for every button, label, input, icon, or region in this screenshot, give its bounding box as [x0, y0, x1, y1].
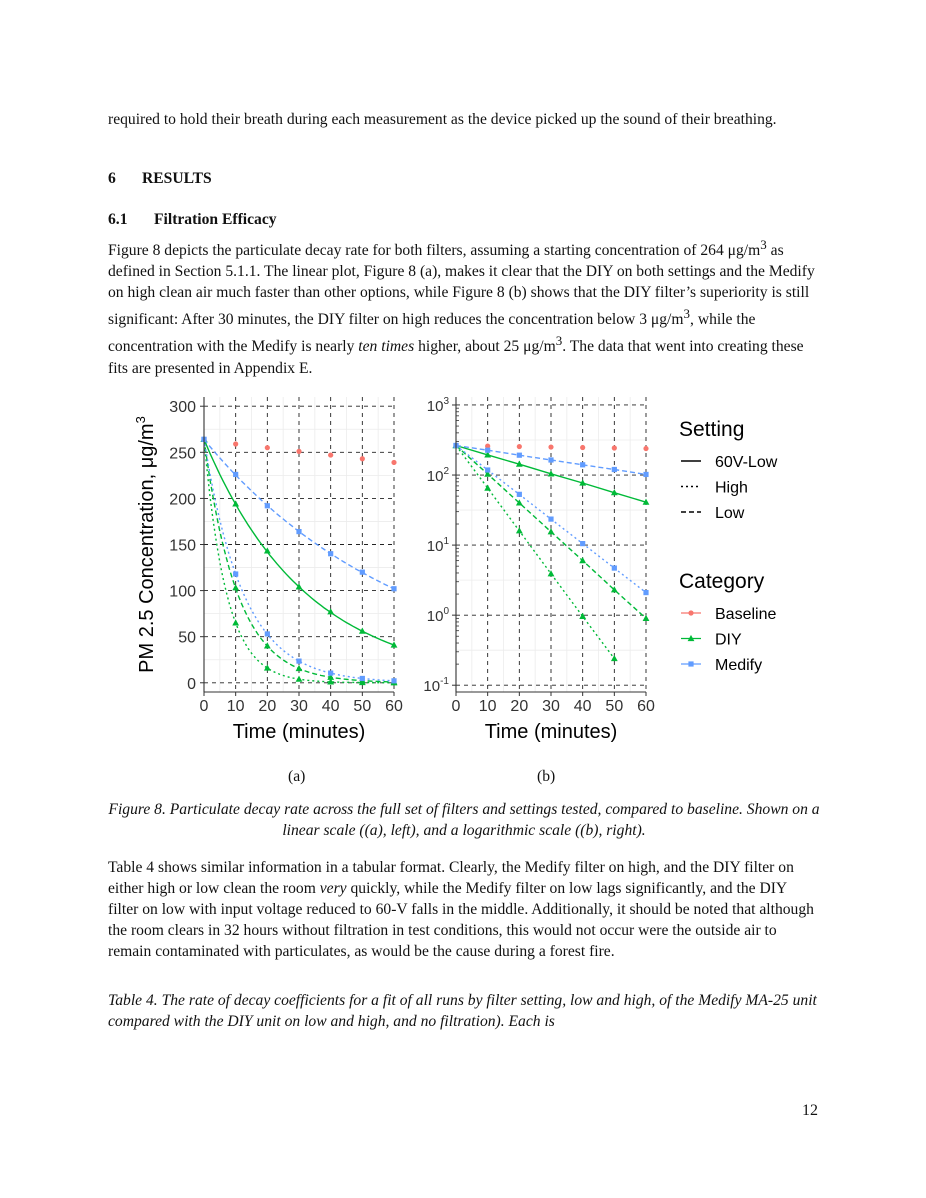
x-tick-label: 10: [226, 698, 245, 715]
y-axis-title-superscript: 3: [133, 416, 148, 424]
table-caption: Table 4. The rate of decay coefficients for a fit of all runs by filter setting, low and high, of the Medify MA-25 unit compared with the DIY unit on low and high, and no filtration). Each is: [108, 992, 817, 1030]
y-tick-label: 150: [169, 537, 196, 555]
y-tick-label: 200: [169, 491, 196, 509]
data-point-medify: [328, 671, 333, 676]
y-tick-base: 10: [426, 538, 444, 556]
x-tick-label: 60: [385, 698, 403, 715]
legend-title-setting: Setting: [679, 418, 745, 441]
x-tick-label: 30: [542, 698, 560, 715]
data-point-baseline: [360, 456, 365, 461]
para1-text-6: . The data that went into creating these fits are presented in Appendix E.: [108, 338, 804, 377]
subsection-heading: [108, 211, 277, 229]
y-tick-label: [427, 466, 450, 485]
data-point-medify: [643, 590, 648, 595]
figure-8: [0, 388, 926, 748]
data-point-medify: [265, 631, 270, 636]
data-point-medify: [265, 503, 270, 508]
x-tick-label: 0: [451, 698, 461, 715]
table-discussion-paragraph: [108, 857, 820, 962]
data-point-medify: [643, 472, 648, 477]
data-point-baseline: [296, 449, 301, 454]
superscript: 3: [760, 237, 767, 252]
data-point-medify: [296, 659, 301, 664]
y-tick-exponent: 2: [443, 466, 449, 478]
legend-key-marker: [688, 610, 693, 615]
para1-text-5: higher, about 25 μg/m: [414, 338, 556, 356]
y-tick-label: [423, 676, 449, 695]
intro-paragraph: required to hold their breath during each measurement as the device picked up the sound of their breathing.: [108, 111, 777, 128]
data-point-medify: [360, 570, 365, 575]
y-tick-label: 50: [178, 629, 196, 647]
chart-panel-b: [423, 396, 655, 743]
x-tick-label: 40: [321, 698, 340, 715]
legend-key-marker: [688, 661, 693, 666]
chart-legend: [679, 418, 778, 674]
y-tick-exponent: 3: [443, 395, 449, 407]
data-point-medify: [328, 551, 333, 556]
legend-label-category: Medify: [715, 657, 763, 674]
subfigure-label-b: (b): [537, 768, 556, 785]
figure-caption: Figure 8. Particulate decay rate across the full set of filters and settings tested, compared to baseline. Shown on a linear scale ((a), left), and a logarithmic scale ((b), right).: [108, 801, 820, 839]
section-heading: [108, 170, 212, 188]
x-tick-label: 40: [573, 698, 592, 715]
y-tick-label: 100: [169, 583, 196, 601]
data-point-baseline: [328, 452, 333, 457]
data-point-baseline: [265, 445, 270, 450]
y-tick-exponent: 1: [443, 536, 449, 548]
data-point-medify: [360, 676, 365, 681]
y-tick-label: [427, 606, 450, 625]
data-point-medify: [391, 678, 396, 683]
superscript: 3: [555, 333, 563, 349]
y-tick-exponent: -1: [440, 676, 449, 688]
subsection-title: Filtration Efficacy: [154, 211, 277, 228]
y-axis-title-text: PM 2.5 Concentration, μg/m: [136, 423, 158, 673]
data-point-medify: [548, 517, 553, 522]
legend-label-setting: Low: [715, 505, 745, 522]
para1-text-2: as defined in Section 5.1.1. The linear plot, Figure 8 (a), makes it clear that the DIY on both settings and the Medify on high clean air much faster than other options, while Figure 8 (b) shows that the DIY filter’s superiority is still significant: After 30 minutes, the DIY filter on high reduces the concentration below 3 μg/m: [108, 242, 815, 329]
data-point-baseline: [517, 444, 522, 449]
x-tick-label: 60: [637, 698, 655, 715]
legend-label-category: DIY: [715, 631, 742, 649]
legend-label-category: Baseline: [715, 606, 777, 623]
x-tick-label: 30: [290, 698, 308, 715]
y-tick-label: 300: [169, 399, 196, 417]
para2-emphasis: very: [319, 880, 347, 897]
data-point-medify: [612, 565, 617, 570]
para1-text-3: , while the concentration with the Medify is nearly: [108, 311, 756, 356]
data-point-medify: [580, 541, 585, 546]
x-axis-title: Time (minutes): [484, 721, 618, 743]
subfigure-label-a: (a): [288, 768, 306, 785]
data-point-medify: [233, 472, 238, 477]
page-number: 12: [802, 1102, 818, 1119]
y-axis-title: [133, 416, 158, 673]
x-tick-label: 20: [510, 698, 529, 715]
legend-label-setting: 60V-Low: [715, 454, 778, 471]
legend-label-setting: High: [715, 479, 748, 497]
data-point-baseline: [548, 444, 553, 449]
data-point-medify: [485, 448, 490, 453]
y-tick-base: 10: [426, 608, 444, 626]
para2-text-1: Table 4 shows similar information in a tabular format. Clearly, the Medify filter on high, and the DIY filter on either high or low clean the room: [108, 859, 794, 897]
y-tick-label: 250: [169, 445, 196, 463]
y-tick-exponent: 0: [443, 606, 449, 618]
x-axis-title: Time (minutes): [232, 721, 366, 743]
y-tick-label: 0: [187, 675, 196, 693]
para1-text-1: Figure 8 depicts the particulate decay rate for both filters, assuming a starting concentration of 264 μg/m: [108, 242, 761, 260]
data-point-medify: [485, 467, 490, 472]
section-number: 6: [108, 170, 116, 187]
data-point-baseline: [580, 445, 585, 450]
chart-panel-a: [133, 397, 403, 743]
x-tick-label: 50: [605, 698, 624, 715]
x-tick-label: 50: [353, 698, 372, 715]
x-tick-label: 20: [258, 698, 277, 715]
data-point-medify: [391, 586, 396, 591]
data-point-medify: [612, 467, 617, 472]
y-tick-base: 10: [426, 468, 444, 486]
y-tick-base: 10: [423, 678, 441, 696]
data-point-baseline: [233, 441, 238, 446]
results-paragraph: [108, 234, 820, 379]
para2-text-3: quickly, while the Medify filter on low lags significantly, and the DIY filter on low with input voltage reduced to 60-V falls in the middle. Additionally, it should be noted that although the room clears in 32 hours without filtration in test conditions, this would not occur were the outside air to remain contaminated with particulates, as would be the cause during a forest fire.: [108, 880, 814, 960]
data-point-baseline: [391, 460, 396, 465]
data-point-medify: [233, 571, 238, 576]
data-point-medify: [517, 453, 522, 458]
data-point-medify: [296, 529, 301, 534]
x-tick-label: 0: [199, 698, 209, 715]
y-tick-base: 10: [426, 397, 444, 415]
y-tick-label: [427, 396, 450, 415]
data-point-baseline: [612, 445, 617, 450]
y-tick-label: [427, 536, 450, 555]
data-point-medify: [517, 492, 522, 497]
legend-title-category: Category: [679, 570, 765, 593]
data-point-medify: [580, 462, 585, 467]
data-point-baseline: [643, 446, 648, 451]
superscript: 3: [683, 306, 691, 322]
subsection-number: 6.1: [108, 211, 128, 228]
section-title: RESULTS: [142, 170, 212, 187]
para1-emphasis: ten times: [358, 338, 415, 356]
x-tick-label: 10: [478, 698, 497, 715]
data-point-medify: [548, 457, 553, 462]
